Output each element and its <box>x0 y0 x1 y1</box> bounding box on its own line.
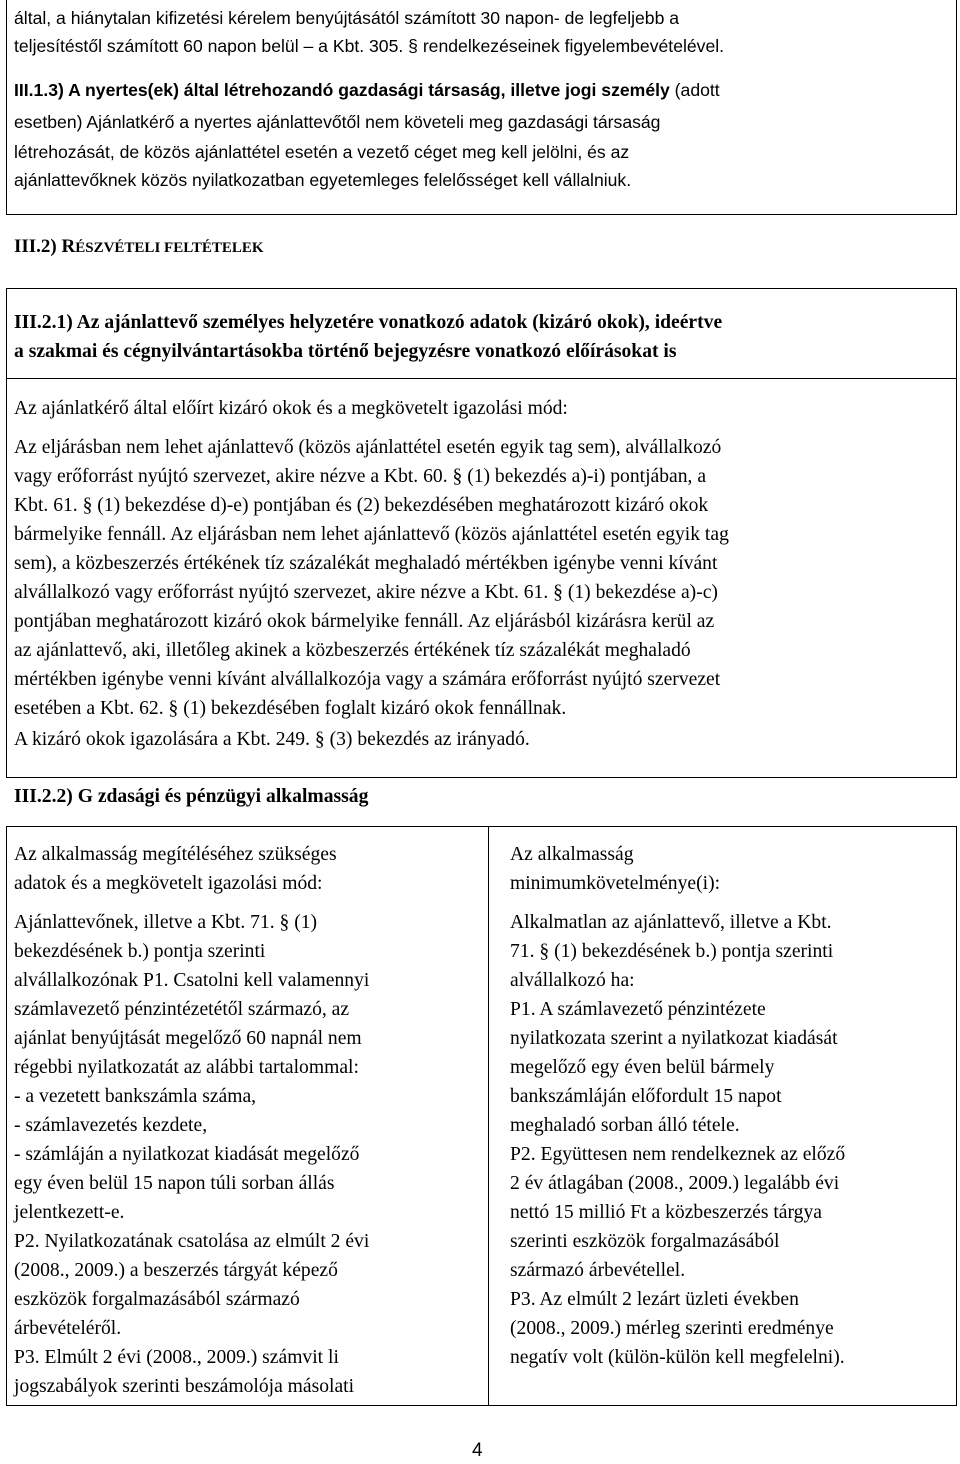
text-line: jelentkezett-e. <box>14 1202 125 1223</box>
column-header: Az alkalmasság megítéléséhez szükséges <box>14 844 337 865</box>
text-line: Alkalmatlan az ajánlattevő, illetve a Kbt. <box>510 912 832 933</box>
text-line: megelőző egy éven belül bármely <box>510 1057 775 1078</box>
column-header: Az alkalmasság <box>510 844 634 865</box>
text-line: alvállalkozó vagy erőforrást nyújtó szervezet, akire nézve a Kbt. 61. § (1) bekezdése a)-c) <box>14 582 718 603</box>
text-line: nettó 15 millió Ft a közbeszerzés tárgya <box>510 1202 822 1223</box>
section-heading: III.2.1) Az ajánlattevő személyes helyzetére vonatkozó adatok (kizáró okok), ideértve <box>14 312 723 333</box>
text-line: P3. Elmúlt 2 évi (2008., 2009.) számvit li <box>14 1347 339 1368</box>
table-border-right <box>956 826 957 1406</box>
text-line: - a vezetett bankszámla száma, <box>14 1086 257 1107</box>
text-line: P1. A számlavezető pénzintézete <box>510 999 766 1020</box>
text-line: által, a hiánytalan kifizetési kérelem benyújtásától számított 30 napon- de legfeljebb a <box>14 8 680 28</box>
text-line: bekezdésének b.) pontja szerinti <box>14 941 266 962</box>
text-line: ajánlattevőknek közös nyilatkozatban egyetemleges felelősséget kell vállalniuk. <box>14 170 632 190</box>
text-line: bármelyike fennáll. Az eljárásban nem lehet ajánlattevő (közös ajánlattétel esetén egyik tag <box>14 524 729 545</box>
text-line: jogszabályok szerinti beszámolója másolati <box>14 1376 355 1397</box>
text-line: P3. Az elmúlt 2 lezárt üzleti években <box>510 1289 799 1310</box>
text-line: alvállalkozó ha: <box>510 970 635 991</box>
text-line: számlavezető pénzintézetétől származó, az <box>14 999 350 1020</box>
section-divider <box>6 378 957 379</box>
table-column-divider <box>488 826 489 1406</box>
text-line: P2. Nyilatkozatának csatolása az elmúlt 2 évi <box>14 1231 370 1252</box>
text-line: ajánlat benyújtását megelőző 60 napnál nem <box>14 1028 362 1049</box>
text-line: P2. Együttesen nem rendelkeznek az előző <box>510 1144 846 1165</box>
text-line: - számláján a nyilatkozat kiadását megelőző <box>14 1144 360 1165</box>
text-line: (2008., 2009.) mérleg szerinti eredménye <box>510 1318 834 1339</box>
page-number: 4 <box>472 1440 483 1461</box>
text-line: - számlavezetés kezdete, <box>14 1115 208 1136</box>
text-line: eszközök forgalmazásából származó <box>14 1289 300 1310</box>
text-line: az ajánlattevő, aki, illetőleg akinek a közbeszerzés értékének tíz százalékát meghaladó <box>14 640 691 661</box>
subheading: Az ajánlatkérő által előírt kizáró okok és a megkövetelt igazolási mód: <box>14 398 568 419</box>
text-line: szerinti eszközök forgalmazásából <box>510 1231 780 1252</box>
text-line: nyilatkozata szerint a nyilatkozat kiadását <box>510 1028 838 1049</box>
section-border-left <box>6 0 7 215</box>
text-line: (2008., 2009.) a beszerzés tárgyát képező <box>14 1260 338 1281</box>
text-line: Az eljárásban nem lehet ajánlattevő (közös ajánlattétel esetén egyik tag sem), alvállalkozó <box>14 437 722 458</box>
text-line: Ajánlattevőnek, illetve a Kbt. 71. § (1) <box>14 912 318 933</box>
column-header: adatok és a megkövetelt igazolási mód: <box>14 873 323 894</box>
section-3-2-2-heading: III.2.2) G zdasági és pénzügyi alkalmasság <box>14 786 369 807</box>
section-heading-rest: (adott <box>669 80 720 100</box>
section-border-left <box>6 288 7 778</box>
text-line: származó árbevétellel. <box>510 1260 686 1281</box>
table-border-left <box>6 826 7 1406</box>
text-line: árbevételéről. <box>14 1318 122 1339</box>
text-line: pontjában meghatározott kizáró okok bármelyike fennáll. Az eljárásból kizárásra kerül az <box>14 611 715 632</box>
table-bottom-border-right <box>488 1405 957 1406</box>
text-line: alvállalkozónak P1. Csatolni kell valamennyi <box>14 970 370 991</box>
text-line: létrehozását, de közös ajánlattétel esetén a vezető céget meg kell jelölni, és az <box>14 142 630 162</box>
text-line: régebbi nyilatkozatát az alábbi tartalommal: <box>14 1057 359 1078</box>
column-header: minimumkövetelménye(i): <box>510 873 721 894</box>
text-line: egy éven belül 15 napon túli sorban állás <box>14 1173 335 1194</box>
section-divider <box>6 777 957 778</box>
table-top-border <box>6 826 957 827</box>
text-line: vagy erőforrást nyújtó szervezet, akire nézve a Kbt. 60. § (1) bekezdés a)-i) pontjában, a <box>14 466 707 487</box>
text-line: A kizáró okok igazolására a Kbt. 249. § (3) bekezdés az irányadó. <box>14 729 530 750</box>
section-3-2-heading: III.2) RÉSZVÉTELI FELTÉTELEK <box>14 236 264 257</box>
text-line: mértékben igénybe venni kívánt alvállalkozója vagy a számára erőforrást nyújtó szervezet <box>14 669 721 690</box>
text-line: bankszámláján előfordult 15 napot <box>510 1086 782 1107</box>
section-divider <box>6 288 957 289</box>
text-line: meghaladó sorban álló tétele. <box>510 1115 740 1136</box>
text-line: 2 év átlagában (2008., 2009.) legalább évi <box>510 1173 840 1194</box>
section-heading: a szakmai és cégnyilvántartásokba történő bejegyzésre vonatkozó előírásokat is <box>14 341 677 362</box>
table-bottom-border-left <box>6 1405 488 1406</box>
text-line: esetben) Ajánlatkérő a nyertes ajánlattevőtől nem követeli meg gazdasági társaság <box>14 112 661 132</box>
text-line: teljesítéstől számított 60 napon belül – a Kbt. 305. § rendelkezéseinek figyelembevételével. <box>14 36 725 56</box>
section-border-right <box>956 0 957 215</box>
section-divider <box>6 214 957 215</box>
section-heading-bold: III.1.3) A nyertes(ek) által létrehozandó gazdasági társaság, illetve jogi személy <box>14 80 670 100</box>
text-line: esetében a Kbt. 62. § (1) bekezdésében foglalt kizáró okok fennállnak. <box>14 698 567 719</box>
section-heading <box>14 80 720 101</box>
section-border-right <box>956 288 957 778</box>
text-line: Kbt. 61. § (1) bekezdése d)-e) pontjában és (2) bekezdésében meghatározott kizáró okok <box>14 495 709 516</box>
text-line: 71. § (1) bekezdésének b.) pontja szerinti <box>510 941 834 962</box>
text-line: negatív volt (külön-külön kell megfelelni). <box>510 1347 845 1368</box>
text-line: sem), a közbeszerzés értékének tíz százalékát meghaladó mértékben igénybe venni kívánt <box>14 553 718 574</box>
